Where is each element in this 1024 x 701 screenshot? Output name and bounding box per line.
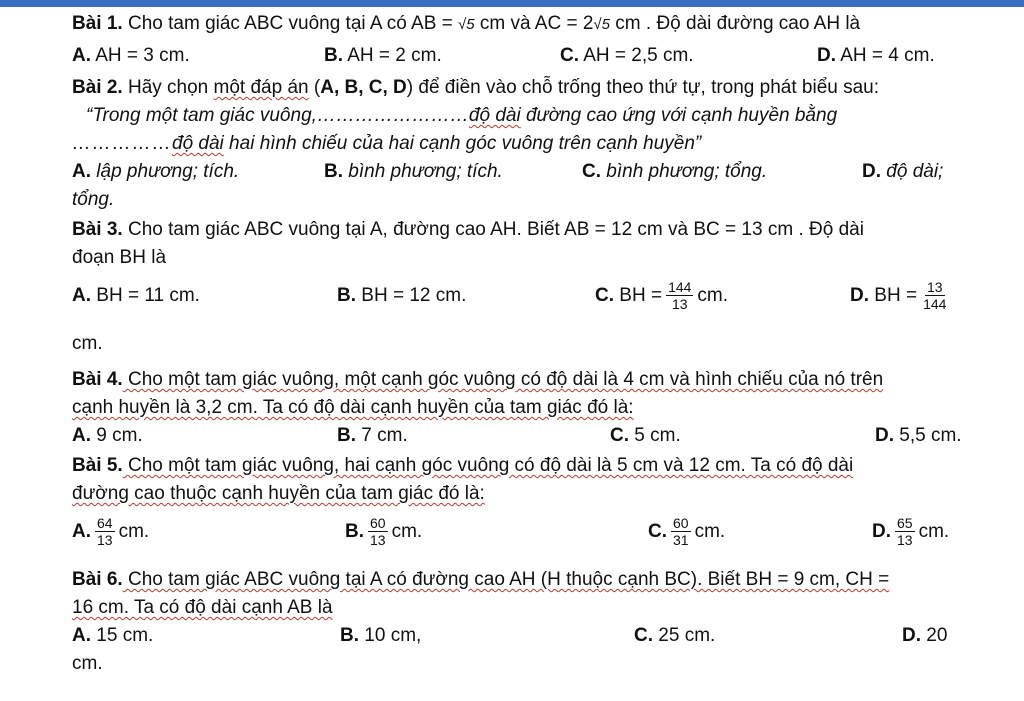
- bai5-label: Bài 5.: [72, 455, 123, 476]
- bai6-label: Bài 6.: [72, 569, 123, 590]
- bai1-option-c[interactable]: C. AH = 2,5 cm.: [560, 45, 694, 66]
- bai2-option-a[interactable]: A. lập phương; tích.: [72, 161, 240, 182]
- top-color-bar: [0, 0, 1024, 7]
- bai1-option-b[interactable]: B. AH = 2 cm.: [324, 45, 442, 66]
- bai3-label: Bài 3.: [72, 219, 123, 240]
- bai3-option-d[interactable]: D. BH = $\frac{13}{144}$: [850, 279, 947, 313]
- bai3-question: Bài 3. Cho tam giác ABC vuông tại A, đường cao AH. Biết AB = 12 cm và BC = 13 cm . Độ dài: [72, 219, 864, 240]
- bai4-question-line2: cạnh huyền là 3,2 cm. Ta có độ dài cạnh huyền của tam giác đó là:: [72, 397, 634, 418]
- bai2-quote-line2: ……………độ dài hai hình chiếu của hai cạnh góc vuông trên cạnh huyền”: [72, 133, 702, 154]
- bai4-label: Bài 4.: [72, 369, 123, 390]
- bai1-option-d[interactable]: D. AH = 4 cm.: [817, 45, 935, 66]
- bai5-option-b[interactable]: B. $\frac{60}{13}$ cm.: [345, 515, 423, 549]
- bai4-option-c[interactable]: C. 5 cm.: [610, 425, 681, 446]
- bai3-option-d-tail: cm.: [72, 333, 103, 354]
- bai6-option-c[interactable]: C. 25 cm.: [634, 625, 716, 646]
- bai5-option-c-fraction: $\frac{60}{31}$: [673, 515, 689, 549]
- bai3-option-c[interactable]: C. BH = $\frac{144}{13}$ cm.: [595, 279, 729, 313]
- bai1-option-a[interactable]: A. AH = 3 cm.: [72, 45, 190, 66]
- bai6-option-b[interactable]: B. 10 cm,: [340, 625, 422, 646]
- bai3-option-d-fraction: $\frac{13}{144}$: [923, 279, 947, 313]
- bai2-option-c[interactable]: C. bình phương; tổng.: [582, 161, 768, 182]
- bai2-quote-line1: “Trong một tam giác vuông,……………………độ dài đường cao ứng với cạnh huyền bằng: [86, 105, 838, 126]
- bai5-option-c[interactable]: C. $\frac{60}{31}$ cm.: [648, 515, 726, 549]
- bai3-question-line2: đoạn BH là: [72, 247, 167, 268]
- bai5-question: Bài 5. Cho một tam giác vuông, hai cạnh góc vuông có độ dài là 5 cm và 12 cm. Ta có độ dài: [72, 455, 854, 476]
- bai5-option-a[interactable]: A. $\frac{64}{13}$ cm.: [72, 515, 150, 549]
- bai1-question: Bài 1. Cho tam giác ABC vuông tại A có AB = √5 cm và AC = 2√5 cm . Độ dài đường cao AH là: [72, 13, 861, 34]
- bai4-option-b[interactable]: B. 7 cm.: [337, 425, 408, 446]
- bai5-option-b-fraction: $\frac{60}{13}$: [370, 515, 386, 549]
- bai4-option-d[interactable]: D. 5,5 cm.: [875, 425, 962, 446]
- bai5-option-d-fraction: $\frac{65}{13}$: [897, 515, 913, 549]
- bai6-option-a[interactable]: A. 15 cm.: [72, 625, 154, 646]
- bai3-option-c-fraction: $\frac{144}{13}$: [668, 279, 692, 313]
- bai4-option-a[interactable]: A. 9 cm.: [72, 425, 143, 446]
- bai6-question: Bài 6. Cho tam giác ABC vuông tại A có đường cao AH (H thuộc cạnh BC). Biết BH = 9 cm, CH =: [72, 569, 890, 590]
- bai6-option-d-tail: cm.: [72, 653, 103, 674]
- bai5-option-d[interactable]: D. $\frac{65}{13}$ cm.: [872, 515, 950, 549]
- bai5-option-a-fraction: $\frac{64}{13}$: [97, 515, 113, 549]
- bai6-option-d[interactable]: D. 20: [902, 625, 948, 646]
- bai5-question-line2: đường cao thuộc cạnh huyền của tam giác đó là:: [72, 483, 485, 504]
- bai3-option-a[interactable]: A. BH = 11 cm.: [72, 285, 200, 306]
- bai2-option-b[interactable]: B. bình phương; tích.: [324, 161, 503, 182]
- bai2-question: Bài 2. Hãy chọn một đáp án (A, B, C, D) để điền vào chỗ trống theo thứ tự, trong phát biểu sau:: [72, 77, 880, 98]
- bai6-question-line2: 16 cm. Ta có độ dài cạnh AB là: [72, 597, 333, 618]
- bai1-label: Bài 1.: [72, 13, 123, 34]
- bai4-question: Bài 4. Cho một tam giác vuông, một cạnh góc vuông có độ dài là 4 cm và hình chiếu của nó trên: [72, 369, 884, 390]
- bai3-option-b[interactable]: B. BH = 12 cm.: [337, 285, 467, 306]
- bai2-label: Bài 2.: [72, 77, 123, 98]
- bai2-option-d-tail: tổng.: [72, 189, 115, 210]
- bai2-option-d[interactable]: D. độ dài;: [862, 161, 944, 182]
